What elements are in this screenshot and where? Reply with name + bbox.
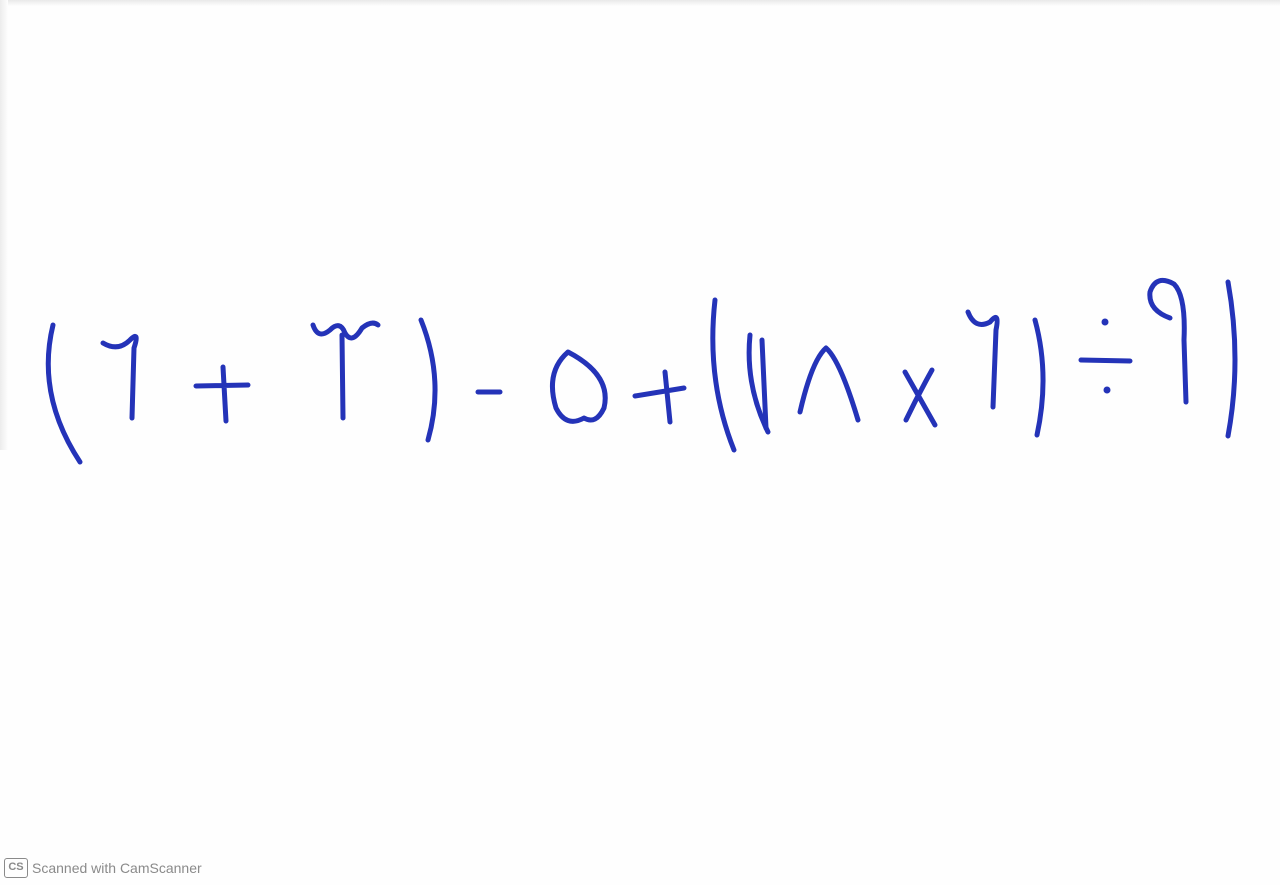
division-line — [1081, 360, 1130, 361]
digit-5 — [552, 352, 605, 421]
digit-9 — [1150, 280, 1186, 402]
plus-sign-2 — [635, 372, 684, 422]
digit-2 — [968, 312, 997, 407]
division-dot-bottom — [1104, 387, 1111, 394]
camscanner-logo-icon: CS — [4, 858, 28, 878]
paren-1 — [421, 320, 435, 440]
paren-right-outer — [1228, 282, 1235, 436]
watermark-text: Scanned with CamScanner — [32, 860, 202, 876]
paren-left-outer — [48, 325, 80, 462]
times-sign — [905, 370, 935, 425]
digit-6 — [103, 336, 136, 418]
division-dot-top — [1102, 319, 1109, 326]
camscanner-watermark — [4, 857, 202, 879]
paren-2 — [713, 300, 734, 450]
paren-4 — [1035, 320, 1043, 435]
digit-8 — [800, 348, 858, 420]
plus-sign-1 — [196, 367, 248, 421]
digit-3 — [313, 323, 378, 418]
